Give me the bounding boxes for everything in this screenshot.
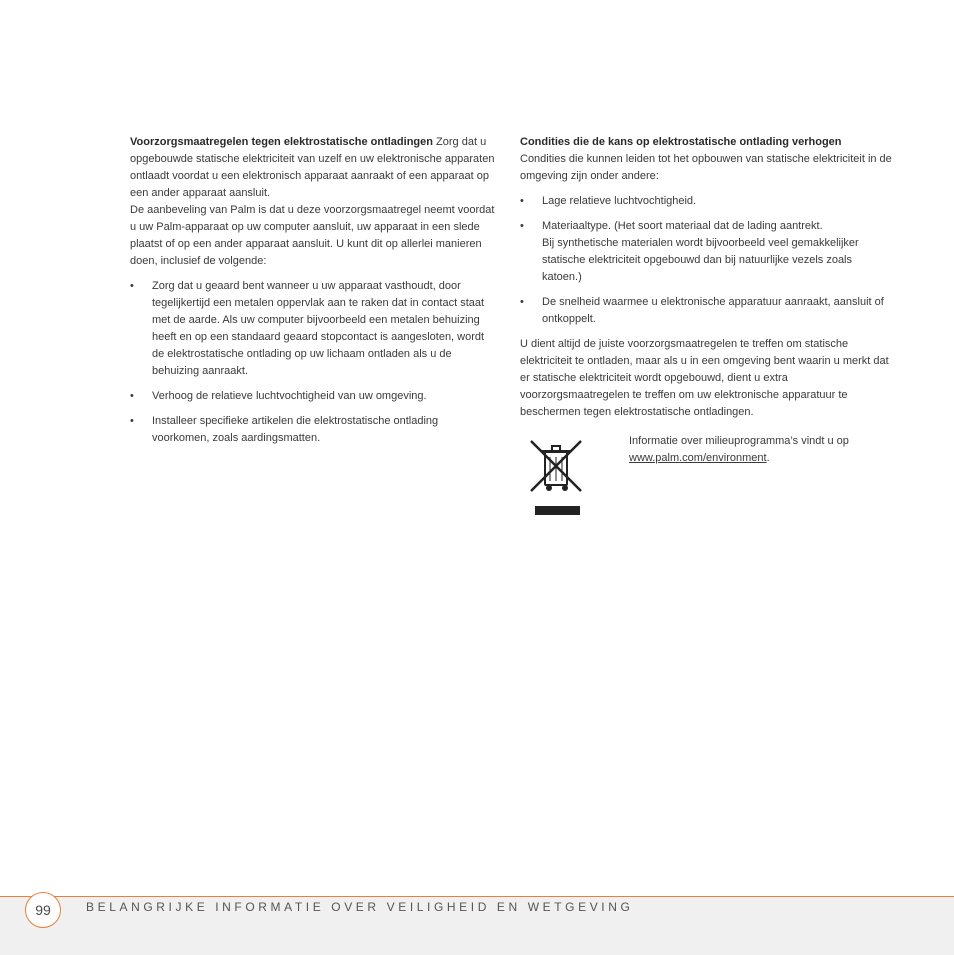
environment-suffix: .	[766, 452, 770, 464]
closing-paragraph: U dient altijd de juiste voorzorgsmaatregelen te treffen om statische elektriciteit te ontladen, maar als u in een omgeving bent waarin u merkt dat er statische elektriciteit wordt opgebouwd, dient u extra voorzorgsmaatregelen te treffen om uw elektronische apparatuur te beschermen tegen elektrostatische ontladingen.	[520, 338, 889, 418]
esd-precautions-heading: Voorzorgsmaatregelen tegen elektrostatische ontladingen	[130, 136, 433, 148]
list-item	[520, 294, 892, 328]
esd-precautions-intro: Zorg dat u opgebouwde statische elektriciteit van uzelf en uw elektronische apparaten ontlaadt voordat u een elektronisch apparaat aanraakt of een apparaat op een ander apparaat aansluit.	[130, 136, 495, 199]
list-item-text: Lage relatieve luchtvochtigheid.	[542, 195, 697, 207]
list-item-extra: Bij synthetische materialen wordt bijvoorbeeld veel gemakkelijker statische elektriciteit opgebouwd dan bij natuurlijke vezels zoals katoen.)	[542, 237, 859, 283]
palm-advice-paragraph: De aanbeveling van Palm is dat u deze voorzorgsmaatregel neemt voordat u uw Palm-apparaat op uw computer aansluit, uw apparaat in een slede plaatst of op een ander apparaat aansluit. U kunt dit op allerlei manieren doen, inclusief de volgende:	[130, 204, 495, 267]
environment-text: Informatie over milieuprogramma’s vindt u op	[629, 435, 849, 447]
footer-title: BELANGRIJKE INFORMATIE OVER VEILIGHEID EN WETGEVING	[86, 900, 634, 914]
conditions-heading: Condities die de kans op elektrostatische ontlading verhogen	[520, 136, 842, 148]
left-column	[130, 134, 498, 447]
environment-note	[629, 433, 899, 467]
list-item: • Zorg dat u geaard bent wanneer u uw apparaat vasthoudt, door tegelijkertijd een metalen oppervlak aan te raken dat in contact staat met de aarde. Als uw computer bijvoorbeeld een metalen behuizing heeft en op een standaard geaard stopcontact is aangesloten, wordt de elektrostatische ontlading op uw lichaam ontladen als u de behuizing aanraakt.	[130, 278, 498, 380]
list-item: • Installeer specifieke artikelen die elektrostatische ontlading voorkomen, zoals aardingsmatten.	[130, 413, 498, 447]
list-item-text: Materiaaltype. (Het soort materiaal dat de lading aantrekt.	[542, 220, 823, 232]
list-item	[520, 218, 892, 286]
list-item-text: De snelheid waarmee u elektronische apparatuur aanraakt, aansluit of ontkoppelt.	[542, 296, 884, 325]
conditions-intro: Condities die kunnen leiden tot het opbouwen van statische elektriciteit in de omgeving zijn onder andere:	[520, 153, 892, 182]
conditions-list	[520, 193, 892, 328]
list-item	[520, 193, 892, 210]
precaution-list	[130, 278, 498, 447]
page-number: 99	[25, 892, 61, 928]
esd-precautions-paragraph	[130, 134, 498, 202]
environment-link[interactable]: www.palm.com/environment	[629, 452, 767, 464]
weee-crossed-bin-icon	[528, 437, 584, 517]
list-item: • Verhoog de relatieve luchtvochtigheid van uw omgeving.	[130, 388, 498, 405]
right-column	[520, 134, 892, 421]
